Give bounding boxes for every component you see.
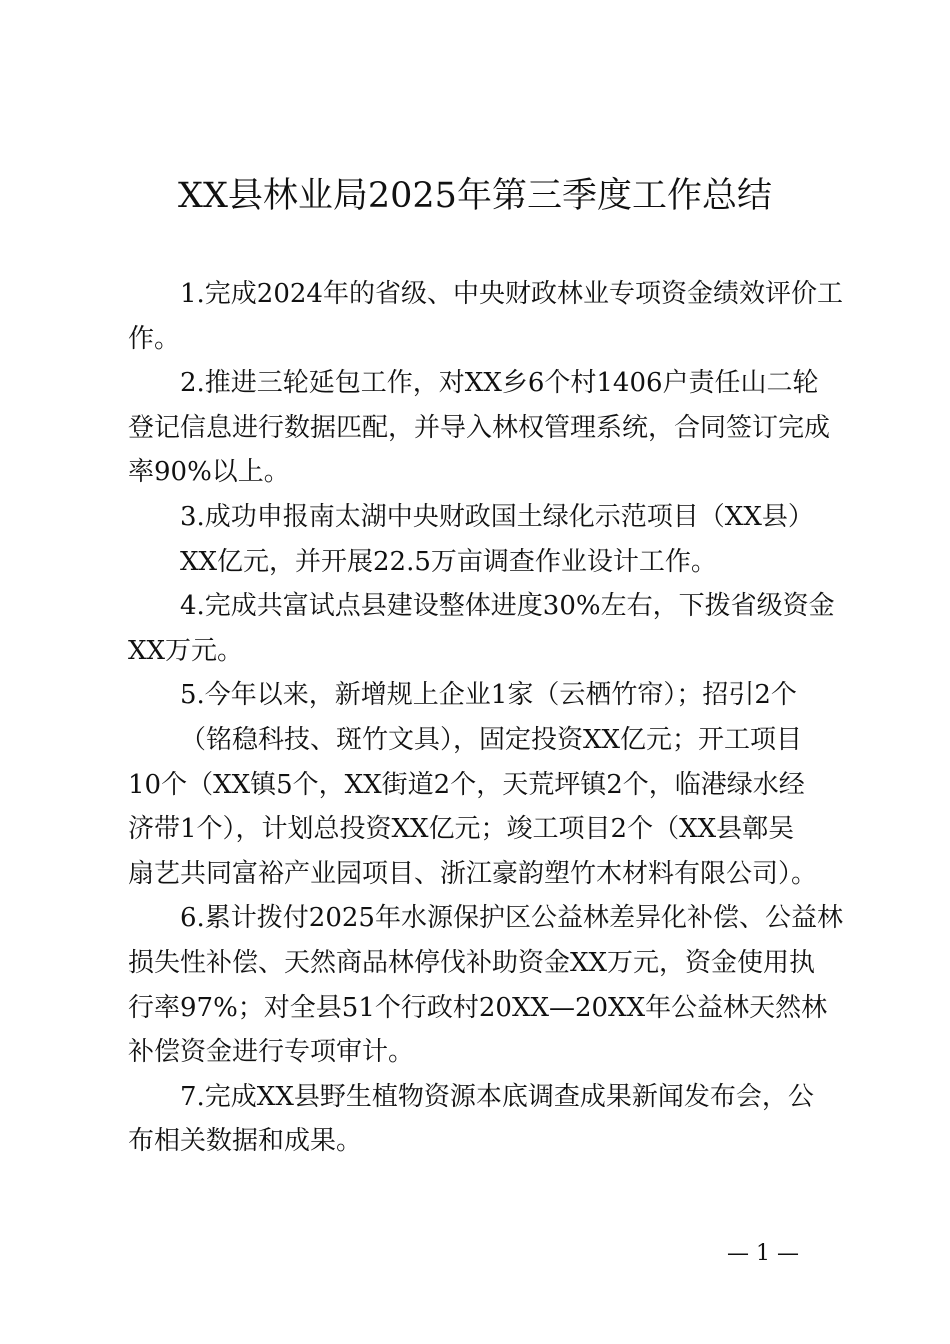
page-number: — 1 — bbox=[727, 1241, 799, 1266]
item-6-line-4: 补偿资金进行专项审计。 bbox=[128, 1037, 415, 1068]
document-body bbox=[128, 272, 843, 1164]
item-7-line-2: 布相关数据和成果。 bbox=[128, 1126, 363, 1157]
item-2-line-1: 2.推进三轮延包工作，对XX乡6个村1406户责任山二轮 bbox=[180, 368, 819, 399]
item-4-line-2: XX万元。 bbox=[128, 635, 244, 666]
document-title: XX县林业局2025年第三季度工作总结 bbox=[178, 176, 772, 216]
item-3-line-2: XX亿元，并开展22.5万亩调查作业设计工作。 bbox=[180, 546, 717, 577]
item-5-line-4: 济带1个），计划总投资XX亿元；竣工项目2个（XX县鄣吴 bbox=[128, 814, 795, 845]
item-6-line-3: 行率97%；对全县51个行政村20XX—20XX年公益林天然林 bbox=[128, 992, 828, 1023]
item-5-line-1: 5.今年以来，新增规上企业1家（云栖竹帘）；招引2个 bbox=[180, 680, 797, 711]
item-2-line-2: 登记信息进行数据匹配，并导入林权管理系统，合同签订完成 bbox=[128, 412, 831, 443]
item-6-line-2: 损失性补偿、天然商品林停伐补助资金XX万元，资金使用执 bbox=[128, 947, 816, 978]
item-6-line-1: 6.累计拨付2025年水源保护区公益林差异化补偿、公益林 bbox=[180, 903, 843, 934]
item-1-line-1: 1.完成2024年的省级、中央财政林业专项资金绩效评价工 bbox=[180, 279, 843, 309]
item-2-line-3: 率90%以上。 bbox=[128, 457, 290, 488]
item-5-line-2: （铭稳科技、斑竹文具），固定投资XX亿元；开工项目 bbox=[180, 724, 803, 755]
item-4-line-1: 4.完成共富试点县建设整体进度30%左右，下拨省级资金 bbox=[180, 591, 835, 622]
item-5-line-5: 扇艺共同富裕产业园项目、浙江豪韵塑竹木材料有限公司）。 bbox=[128, 858, 818, 889]
item-3-line-1: 3.成功申报南太湖中央财政国土绿化示范项目（XX县） bbox=[180, 501, 814, 532]
item-7-line-1: 7.完成XX县野生植物资源本底调查成果新闻发布会，公 bbox=[180, 1081, 814, 1112]
item-5-line-3: 10个（XX镇5个，XX街道2个，天荒坪镇2个，临港绿水经 bbox=[128, 769, 805, 800]
item-1-line-2: 作。 bbox=[128, 323, 181, 354]
